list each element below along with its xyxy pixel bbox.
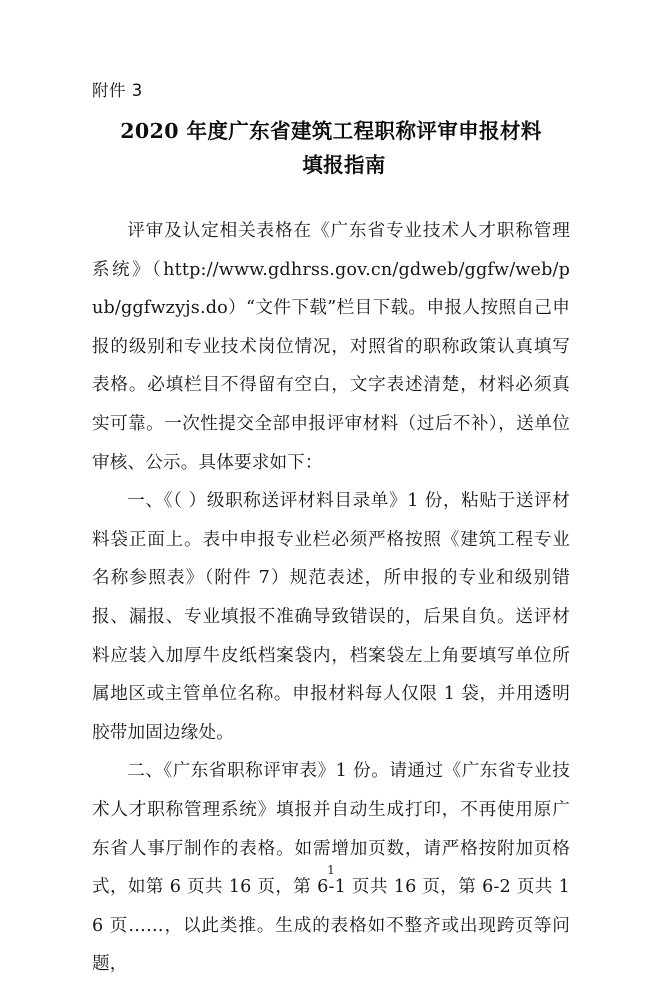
document-content [92, 78, 570, 984]
paragraph-item-one: 一、《（ ）级职称送评材料目录单》1 份，粘贴于送评材料袋正面上。表中申报专业栏必须严格按照《建筑工程专业名称参照表》（附件 7）规范表述，所申报的专业和级别错报、漏报、专业填报不准确导致错误的，后果自负。送评材料应装入加厚牛皮纸档案袋内，档案袋左上角要填写单位所属地区或主管单位名称。申报材料每人仅限 1 袋，并用透明胶带加固边缘处。 [92, 491, 570, 743]
document-title [92, 114, 570, 182]
paragraph-item-two: 二、《广东省职称评审表》1 份。请通过《广东省专业技术人才职称管理系统》填报并自动生成打印，不再使用原广东省人事厅制作的表格。如需增加页数，请严格按附加页格式，如第 6 页共 16 页，第 6-1 页共 16 页，第 6-2 页共 16 页……，以此类推。生成的表格如不整齐或出现跨页等问题， [92, 761, 570, 975]
page-number: 1 [327, 862, 335, 877]
title-line-primary: 2020 年度广东省建筑工程职称评审申报材料 [120, 119, 542, 143]
title-line-secondary: 填报指南 [302, 153, 386, 177]
paragraph-intro: 评审及认定相关表格在《广东省专业技术人才职称管理系统》（http://www.gdhrss.gov.cn/gdweb/ggfw/web/pub/ggfwzyjs.do）“文件下载”栏目下载。申报人按照自己申报的级别和专业技术岗位情况，对照省的职称政策认真填写表格。必填栏目不得留有空白，文字表述清楚，材料必须真实可靠。一次性提交全部申报评审材料（过后不补），送单位审核、公示。具体要求如下： [92, 221, 570, 473]
attachment-label: 附件 3 [92, 81, 143, 100]
